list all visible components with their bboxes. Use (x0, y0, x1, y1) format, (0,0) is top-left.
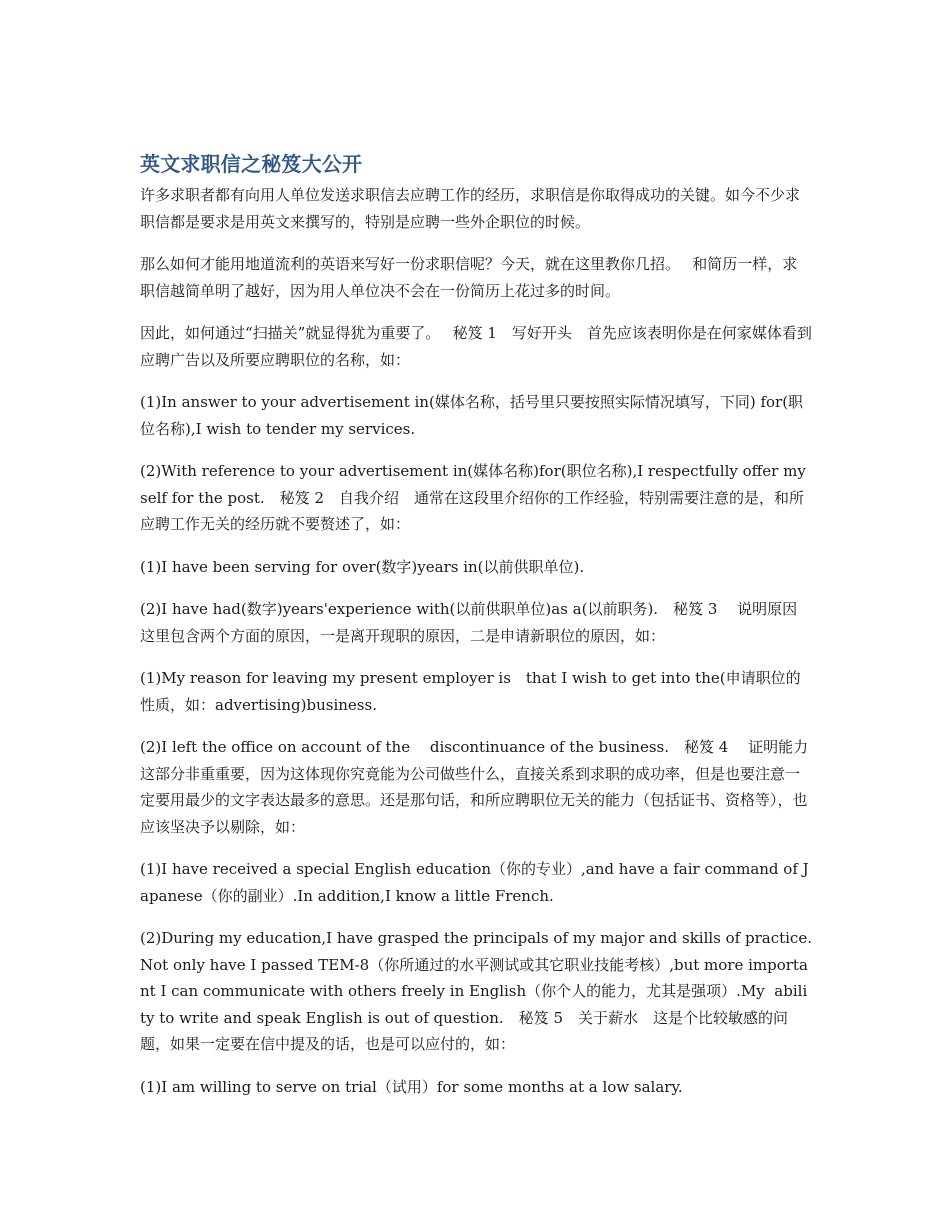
paragraph-example-3-2: (2)I left the office on account of the discontinuance of the business. 秘笈 4 证明能力 这部分非重重要，因为这体现你究竟能为公司做些什么，直接关系到求职的成功率，但是也要注意一定要用最少的文字表达最多的意思。还是那句话，和所应聘职位无关的能力（包括证书、资格等），也应该坚决予以剔除，如： (140, 738, 824, 836)
paragraph-example-4-2: (2)During my education,I have grasped the principals of my major and skills of practice. Not only have I passed TEM-8（你所通过的水平测试或其它职业技能考核）,but more important I can communicate with others freely in English（你个人的能力，尤其是强项）.My ability to write and speak English is out of question. 秘笈 5 关于薪水 这是个比较敏感的问题，如果一定要在信中提及的话，也是可以应付的，如： (140, 929, 817, 1053)
document-title: 英文求职信之秘笈大公开 (140, 152, 363, 176)
paragraph-example-1-1: (1)In answer to your advertisement in(媒体名称，括号里只要按照实际情况填写，下同) for(职位名称),I wish to tender my services. (140, 393, 804, 438)
paragraph-example-2-1: (1)I have been serving for over(数字)years in(以前供职单位). (140, 557, 585, 576)
paragraph-example-3-1: (1)My reason for leaving my present employer is that I wish to get into the(申请职位的性质，如：advertising)business. (140, 669, 801, 714)
document-page (140, 150, 824, 1116)
paragraph-example-1-2: (2)With reference to your advertisement in(媒体名称)for(职位名称),I respectfully offer myself for the post. 秘笈 2 自我介绍 通常在这段里介绍你的工作经验，特别需要注意的是，和所应聘工作无关的经历就不要赘述了，如： (140, 462, 806, 533)
paragraph-intro: 许多求职者都有向用人单位发送求职信去应聘工作的经历，求职信是你取得成功的关键。如今不少求职信都是要求是用英文来撰写的，特别是应聘一些外企职位的时候。 (140, 186, 801, 231)
paragraph-example-4-1: (1)I have received a special English education（你的专业）,and have a fair command of Japanese（你的副业）.In addition,I know a little French. (140, 860, 809, 905)
paragraph-tip-1: 因此，如何通过“扫描关”就显得犹为重要了。 秘笈 1 写好开头 首先应该表明你是在何家媒体看到应聘广告以及所要应聘职位的名称，如： (140, 324, 812, 369)
paragraph-example-2-2: (2)I have had(数字)years'experience with(以前供职单位)as a(以前职务). 秘笈 3 说明原因 这里包含两个方面的原因，一是离开现职的原因，二是申请新职位的原因，如： (140, 600, 813, 645)
paragraph-how-to-write: 那么如何才能用地道流利的英语来写好一份求职信呢？今天，就在这里教你几招。 和简历一样，求职信越简单明了越好，因为用人单位决不会在一份简历上花过多的时间。 (140, 255, 798, 300)
paragraph-example-5-1: (1)I am willing to serve on trial（试用）for some months at a low salary. (140, 1077, 683, 1096)
